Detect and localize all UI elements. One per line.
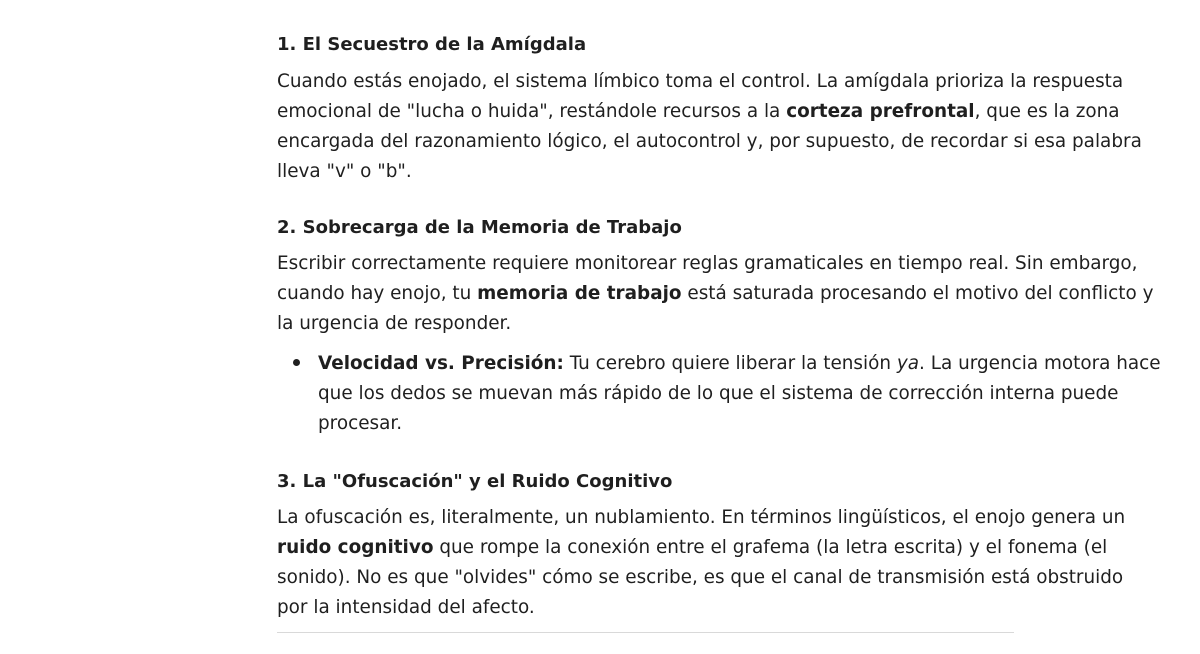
bullet-label: Velocidad vs. Precisión: (318, 353, 564, 374)
paragraph: La ofuscación es, literalmente, un nublamiento. En términos lingüísticos, el enojo genera un ruido cognitivo que rompe la conexión entre el grafema (la letra escrita) y el fonema (el sonido). No es que "olvides" cómo se escribe, es que el canal de transmisión está obstruido por la intensidad del afecto. (277, 507, 1126, 618)
bold-term: corteza prefrontal (786, 101, 975, 122)
paragraph: Escribir correctamente requiere monitorear reglas gramaticales en tiempo real. Sin embargo, cuando hay enojo, tu memoria de trabajo está saturada procesando el motivo del conflicto y la urgencia de responder. (277, 253, 1154, 334)
section-heading: 3. La "Ofuscación" y el Ruido Cognitivo (277, 471, 673, 492)
bold-term: memoria de trabajo (477, 283, 682, 304)
list-item: Velocidad vs. Precisión: Tu cerebro quiere liberar la tensión ya. La urgencia motora hace que los dedos se muevan más rápido de lo que el sistema de corrección interna puede procesar. (318, 353, 1161, 434)
bold-term: ruido cognitivo (277, 537, 434, 558)
section-heading: 2. Sobrecarga de la Memoria de Trabajo (277, 217, 682, 238)
divider (277, 632, 1014, 633)
paragraph: Cuando estás enojado, el sistema límbico toma el control. La amígdala prioriza la respuesta emocional de "lucha o huida", restándole recursos a la corteza prefrontal, que es la zona encargada del razonamiento lógico, el autocontrol y, por supuesto, de recordar si esa palabra lleva "v" o "b". (277, 71, 1142, 182)
bullet-dot-icon (293, 359, 300, 366)
emphasis-text: ya (896, 353, 920, 374)
section-heading: 1. El Secuestro de la Amígdala (277, 34, 587, 55)
